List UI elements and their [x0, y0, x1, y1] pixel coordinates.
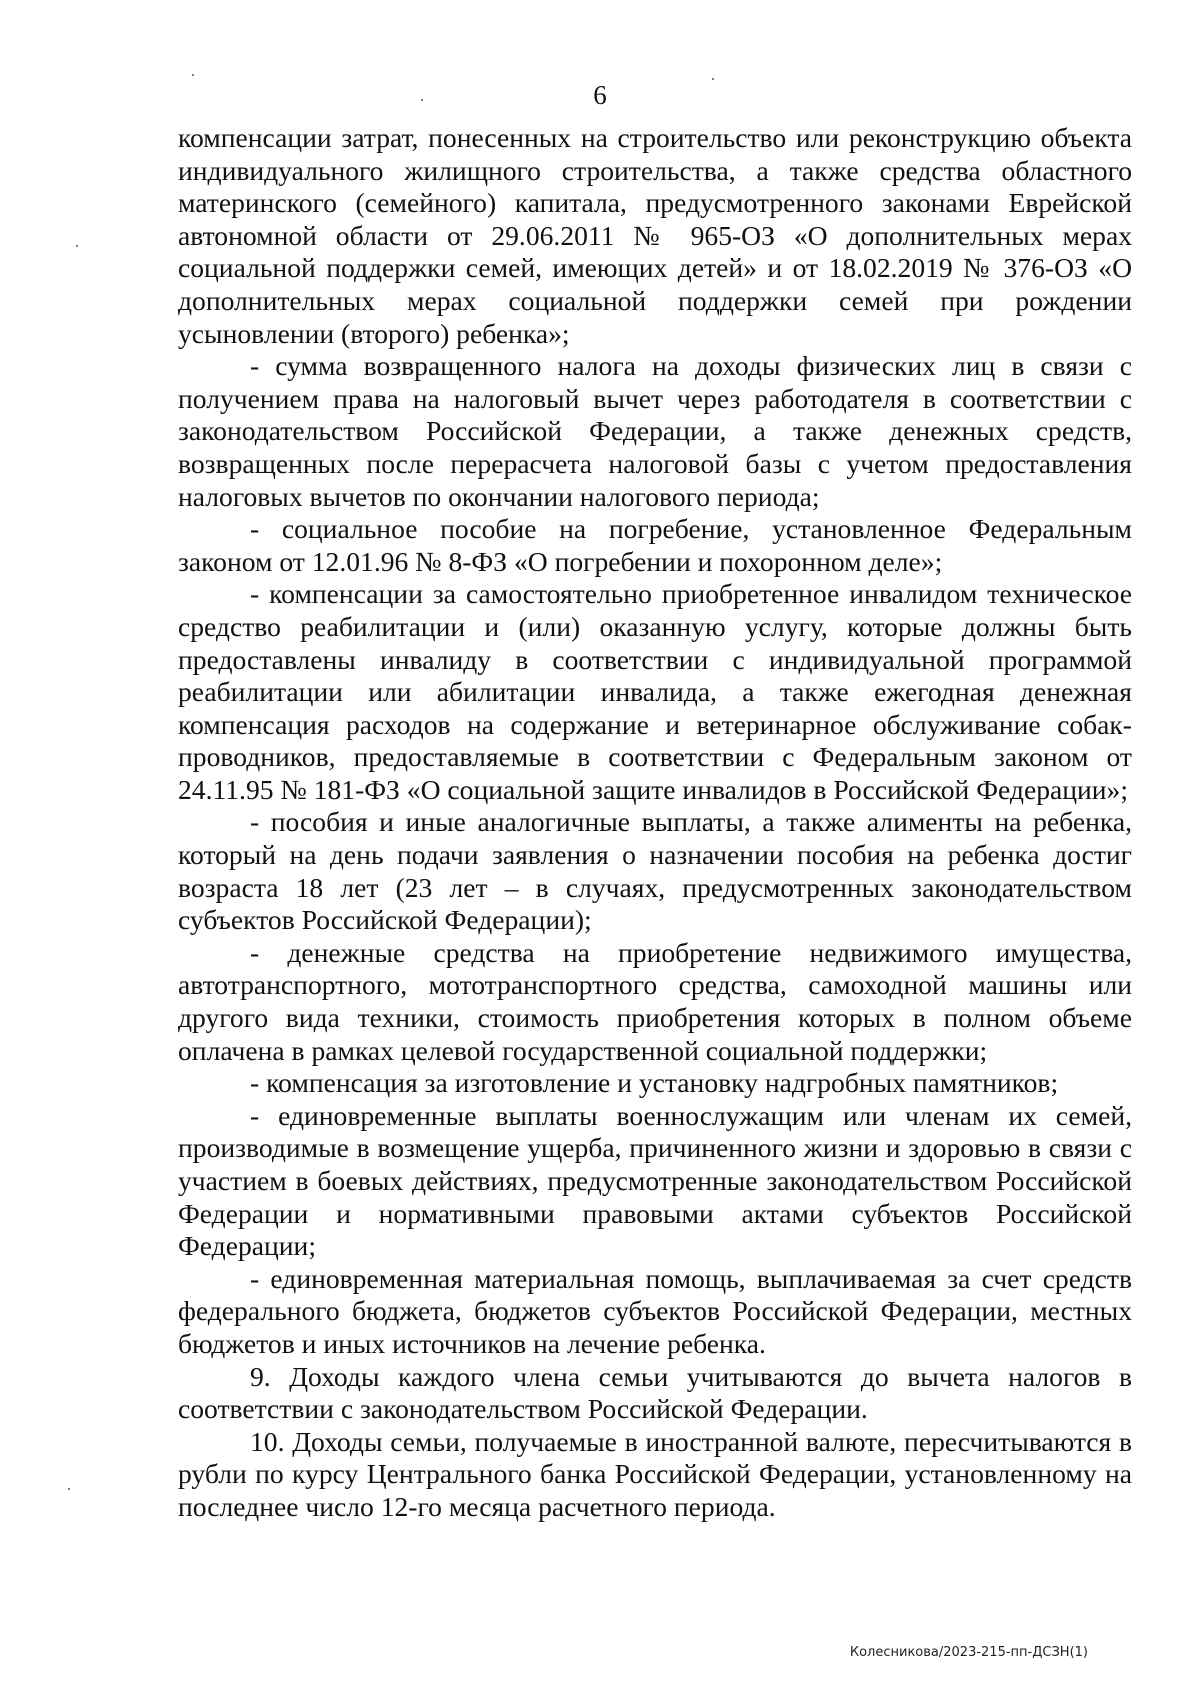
- paragraph-returned-tax: - сумма возвращенного налога на доходы физических лиц в связи с получением права на налоговый вычет через работодателя в соответствии с законодательством Российской Федерации, а также денежных средств, возвращенных после перерасчета налоговой базы с учетом предоставления налоговых вычетов по окончании налогового периода;: [178, 350, 1132, 512]
- scan-speck: [68, 1488, 70, 1490]
- scan-speck: [192, 74, 194, 76]
- scan-speck: [421, 99, 423, 101]
- paragraph-medical-aid: - единовременная материальная помощь, выплачиваемая за счет средств федерального бюджета, бюджетов субъектов Российской Федерации, местных бюджетов и иных источников на лечение ребенка.: [178, 1262, 1132, 1359]
- paragraph-continuation: компенсации затрат, понесенных на строительство или реконструкцию объекта индивидуального жилищного строительства, а также средства областного материнского (семейного) капитала, предусмотренного законами Еврейской автономной области от 29.06.2011 № 965-ОЗ «О дополнительных мерах социальной поддержки семей, имеющих детей» и от 18.02.2019 № 376-ОЗ «О дополнительных мерах социальной поддержки семей при рождении усыновлении (второго) ребенка»;: [178, 122, 1132, 349]
- document-reference-code: Колесникова/2023-215-пп-ДСЗН(1): [849, 1645, 1088, 1660]
- document-body: [178, 122, 1132, 1524]
- paragraph-child-allowances: - пособия и иные аналогичные выплаты, а также алименты на ребенка, который на день подачи заявления о назначении пособия на ребенка достиг возраста 18 лет (23 лет – в случаях, предусмотренных законодательством субъектов Российской Федерации);: [178, 806, 1132, 936]
- page-number: 6: [593, 80, 607, 110]
- clause-10: 10. Доходы семьи, получаемые в иностранной валюте, пересчитываются в рубли по курсу Центрального банка Российской Федерации, установленному на последнее число 12-го месяца расчетного периода.: [178, 1425, 1132, 1522]
- scan-speck: [76, 245, 78, 247]
- paragraph-military-payments: - единовременные выплаты военнослужащим или членам их семей, производимые в возмещение ущерба, причиненного жизни и здоровью в связи с участием в боевых действиях, предусмотренные законодательством Российской Федерации и нормативными правовыми актами субъектов Российской Федерации;: [178, 1099, 1132, 1262]
- clause-9: 9. Доходы каждого члена семьи учитываются до вычета налогов в соответствии с законодательством Российской Федерации.: [178, 1360, 1132, 1425]
- paragraph-disability-compensation: - компенсации за самостоятельно приобретенное инвалидом техническое средство реабилитации и (или) оказанную услугу, которые должны быть предоставлены инвалиду в соответствии с индивидуальной программой реабилитации или абилитации инвалида, а также ежегодная денежная компенсация расходов на содержание и ветеринарное обслуживание собак-проводников, предоставляемые в соответствии с Федеральным законом от 24.11.95 № 181-ФЗ «О социальной защите инвалидов в Российской Федерации»;: [178, 578, 1132, 805]
- scan-speck: [712, 78, 714, 80]
- paragraph-monument-compensation: - компенсация за изготовление и установку надгробных памятников;: [250, 1067, 1059, 1099]
- paragraph-property-funds: - денежные средства на приобретение недвижимого имущества, автотранспортного, мототранспортного средства, самоходной машины или другого вида техники, стоимость приобретения которых в полном объеме оплачена в рамках целевой государственной социальной поддержки;: [178, 936, 1132, 1066]
- paragraph-burial-allowance: - социальное пособие на погребение, установленное Федеральным законом от 12.01.96 № 8-ФЗ «О погребении и похоронном деле»;: [178, 513, 1132, 577]
